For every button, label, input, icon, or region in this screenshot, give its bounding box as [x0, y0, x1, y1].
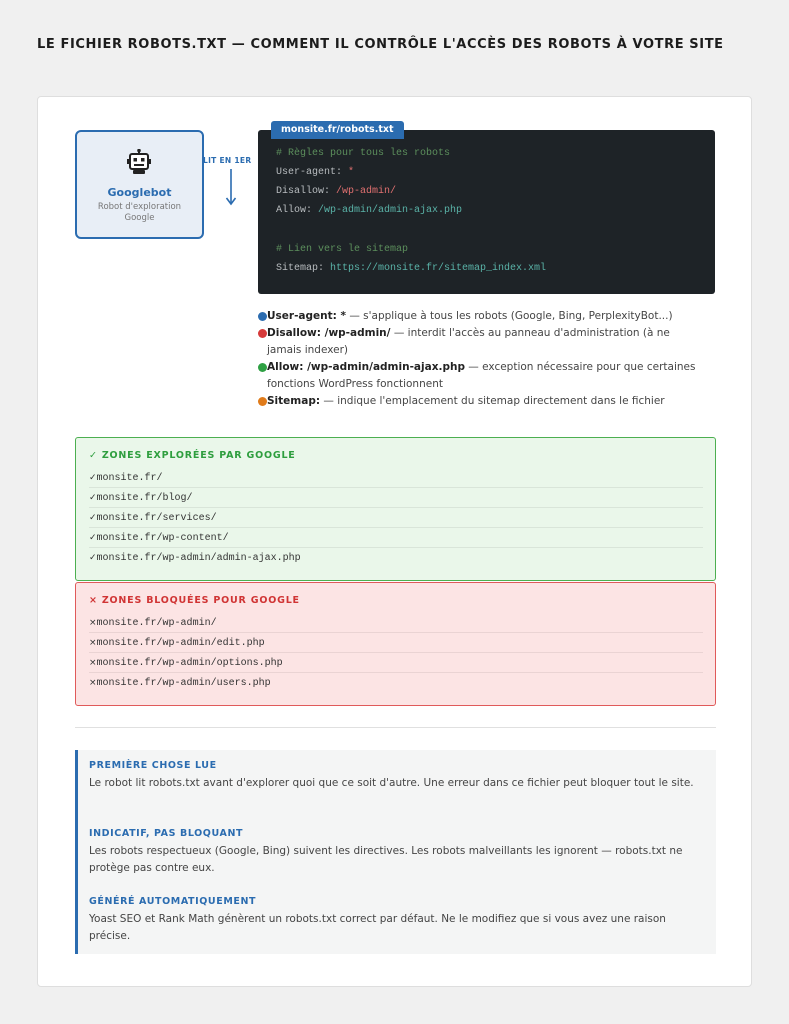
legend-text: — s'applique à tous les robots (Google, Bing, PerplexityBot...): [346, 310, 673, 322]
diagram-card: [37, 96, 752, 987]
directive-legend: [258, 308, 703, 410]
code-comment-sitemap: # Lien vers le sitemap: [276, 244, 409, 255]
allowed-url: monsite.fr/: [96, 473, 163, 484]
blocked-zones-panel: [75, 582, 716, 706]
legend-text: — exception nécessaire pour que certaines fonctions WordPress fonctionnent: [267, 361, 696, 390]
list-item: [89, 488, 703, 508]
legend-text: — interdit l'accès au panneau d'administration (à ne jamais indexer): [267, 327, 670, 356]
note-indicative: [75, 818, 716, 886]
check-icon: ✓: [89, 513, 97, 523]
code-value: /wp-admin/: [336, 186, 397, 197]
code-comment-rules: # Règles pour tous les robots: [276, 148, 451, 159]
note-body: Les robots respectueux (Google, Bing) suivent les directives. Les robots malveillants les ignorent — robots.txt ne protège pas contre eux.: [89, 845, 683, 874]
legend-item-sitemap: [258, 393, 703, 410]
blocked-zones-list: [89, 613, 703, 693]
allowed-url: monsite.fr/services/: [96, 513, 217, 524]
note-title: GÉNÉRÉ AUTOMATIQUEMENT: [89, 896, 257, 907]
note-title: INDICATIF, PAS BLOQUANT: [89, 828, 244, 839]
list-item: [89, 508, 703, 528]
note-first-read: [75, 750, 716, 818]
cross-icon: ×: [89, 658, 97, 668]
code-key: Sitemap:: [276, 263, 331, 274]
note-title: PREMIÈRE CHOSE LUE: [89, 760, 217, 771]
code-value: *: [348, 167, 355, 178]
list-item: [89, 613, 703, 633]
cross-icon: ×: [89, 638, 97, 648]
legend-label: Sitemap:: [267, 395, 321, 407]
code-line-allow: [276, 204, 462, 218]
code-key: User-agent:: [276, 167, 349, 178]
code-key: Disallow:: [276, 186, 337, 197]
allowed-zones-title: ✓ ZONES EXPLORÉES PAR GOOGLE: [89, 450, 296, 461]
cross-icon: ×: [89, 678, 97, 688]
list-item: [89, 633, 703, 653]
down-arrow-icon: [224, 169, 238, 209]
legend-text: — indique l'emplacement du sitemap directement dans le fichier: [320, 395, 665, 407]
blocked-url: monsite.fr/wp-admin/users.php: [96, 678, 271, 689]
note-body: Le robot lit robots.txt avant d'explorer quoi que ce soit d'autre. Une erreur dans ce fichier peut bloquer tout le site.: [89, 777, 694, 789]
notes-panel: [75, 750, 716, 954]
code-line-disallow: [276, 185, 396, 199]
bot-name: Googlebot: [107, 186, 172, 199]
legend-dot: [258, 329, 267, 338]
list-item: [89, 528, 703, 548]
legend-item-disallow: [258, 325, 703, 359]
check-icon: ✓: [89, 553, 97, 563]
section-divider: [75, 727, 716, 728]
cross-icon: ×: [89, 618, 97, 628]
code-line-sitemap: [276, 262, 546, 276]
blocked-url: monsite.fr/wp-admin/options.php: [96, 658, 283, 669]
code-line-user-agent: [276, 166, 354, 180]
code-value: /wp-admin/admin-ajax.php: [318, 205, 463, 216]
list-item: [89, 653, 703, 673]
legend-label: Allow: /wp-admin/admin-ajax.php: [267, 361, 465, 373]
robots-txt-code: [258, 130, 715, 294]
allowed-url: monsite.fr/blog/: [96, 493, 193, 504]
check-icon: ✓: [89, 473, 97, 483]
legend-dot: [258, 363, 267, 372]
reads-first-label: LIT EN 1ER: [203, 156, 252, 165]
note-auto-generated: [75, 886, 716, 954]
list-item: [89, 548, 703, 568]
code-key: Allow:: [276, 205, 319, 216]
legend-item-user-agent: [258, 308, 703, 325]
blocked-zones-title: × ZONES BLOQUÉES POUR GOOGLE: [89, 595, 300, 606]
file-name-tab: monsite.fr/robots.txt: [271, 121, 404, 139]
bot-description: Robot d'exploration Google: [97, 202, 182, 223]
note-body: Yoast SEO et Rank Math génèrent un robots.txt correct par défaut. Ne le modifiez que si vous avez une raison précise.: [89, 913, 666, 942]
allowed-zones-panel: [75, 437, 716, 581]
blocked-url: monsite.fr/wp-admin/edit.php: [96, 638, 265, 649]
allowed-url: monsite.fr/wp-admin/admin-ajax.php: [96, 553, 301, 564]
list-item: [89, 673, 703, 693]
legend-item-allow: [258, 359, 703, 393]
code-value: https://monsite.fr/sitemap_index.xml: [330, 263, 547, 274]
robot-icon: [127, 149, 151, 175]
legend-label: User-agent: *: [267, 310, 346, 322]
check-icon: ✓: [89, 533, 97, 543]
blocked-url: monsite.fr/wp-admin/: [96, 618, 217, 629]
legend-dot: [258, 397, 267, 406]
googlebot-box: [75, 130, 204, 239]
allowed-url: monsite.fr/wp-content/: [96, 533, 229, 544]
legend-dot: [258, 312, 267, 321]
legend-label: Disallow: /wp-admin/: [267, 327, 391, 339]
check-icon: ✓: [89, 493, 97, 503]
page-title: LE FICHIER ROBOTS.TXT — COMMENT IL CONTRÔLE L'ACCÈS DES ROBOTS À VOTRE SITE: [37, 37, 724, 52]
allowed-zones-list: [89, 468, 703, 568]
list-item: [89, 468, 703, 488]
